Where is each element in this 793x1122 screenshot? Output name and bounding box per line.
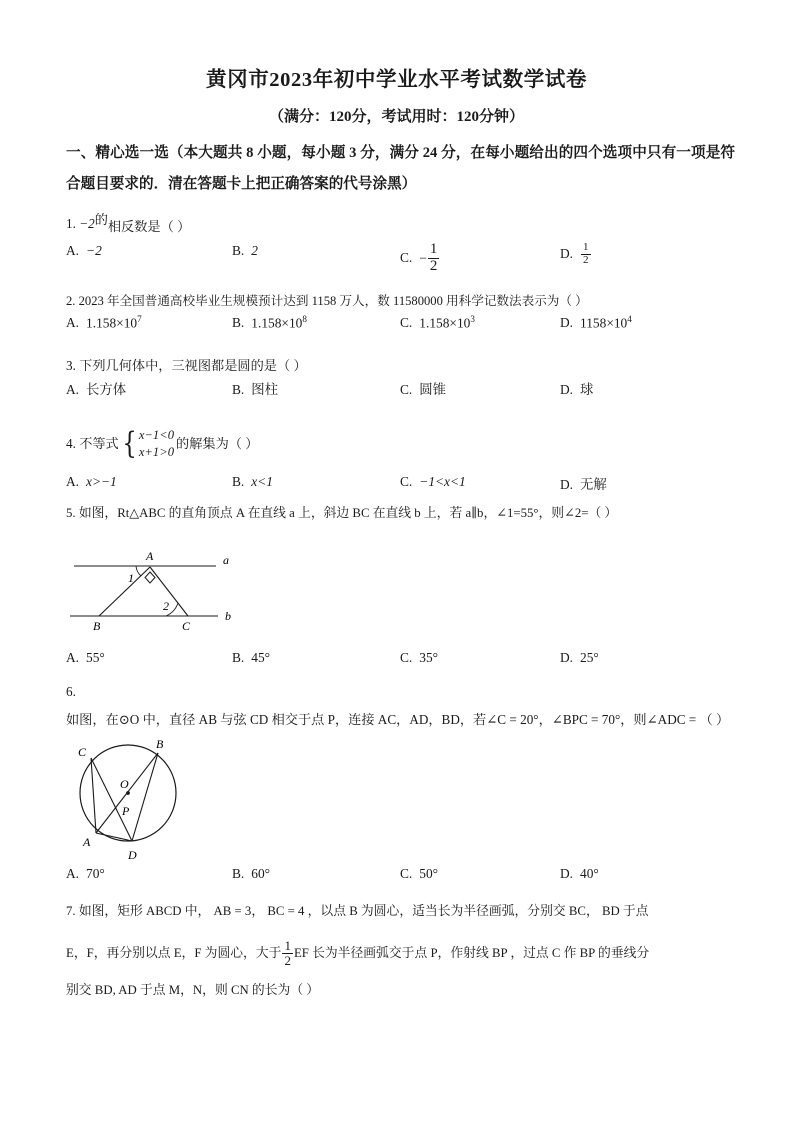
question-5-option-a[interactable]: A. 55° — [66, 650, 105, 665]
question-5-option-b[interactable]: B. 45° — [232, 650, 271, 665]
exam-scoring-note: （满分：120分，考试用时：120分钟） — [268, 109, 524, 125]
fraction-one-half-q7: $\frac{1}{2}$ — [284, 938, 291, 968]
figure-label-line-a: a — [223, 553, 229, 567]
question-7-stem-line-1 — [66, 901, 745, 921]
question-5-figure — [66, 542, 296, 640]
question-3-option-a[interactable]: A. 长方体 — [66, 382, 127, 397]
question-4-option-a[interactable]: A. x>−1 — [66, 474, 117, 489]
figure-label-angle-1: 1 — [128, 571, 134, 585]
section-heading-multiple-choice: 一、精心选一选（本大题共 8 小题，每小题 3 分，满分 24 分，在每小题给出的四个选项中只有一项是符合题目要求的．清在答题卡上把正确答案的代号涂黑） — [66, 145, 735, 192]
question-6-option-d[interactable]: D. 40° — [560, 866, 599, 881]
question-5-number: 5. — [66, 506, 76, 520]
fraction-half-small: $\frac{1}{2}$ — [583, 241, 589, 266]
question-6-figure — [66, 736, 256, 868]
question-3-number: 3. — [66, 358, 76, 373]
question-5-options — [66, 650, 753, 674]
question-7-number: 7. — [66, 904, 76, 918]
question-1-expression: −2 — [79, 216, 95, 231]
question-6-option-c[interactable]: C. 50° — [400, 866, 439, 881]
question-4-option-c[interactable]: C. −1<x<1 — [400, 474, 466, 489]
question-5-text: 如图，Rt△ABC 的直角顶点 A 在直线 a 上，斜边 BC 在直线 b 上，若 a∥b，∠1=55°，则∠2=（ ） — [78, 506, 618, 520]
question-1-options — [66, 241, 753, 274]
figure-label-angle-2: 2 — [163, 599, 169, 613]
question-1-stem-part-a: 的 — [94, 212, 108, 227]
question-6-option-a[interactable]: A. 70° — [66, 866, 105, 881]
figure-label-P: P — [122, 804, 130, 818]
question-7-text-line-2-pre: E，F，再分别以点 E，F 为圆心，大于 — [66, 946, 282, 961]
triangle-parallel-lines-figure — [66, 542, 296, 640]
question-1-number: 1. — [66, 216, 76, 231]
question-4-option-d[interactable]: D. 无解 — [560, 477, 607, 492]
question-1-option-b[interactable]: B. 2 — [232, 243, 258, 258]
question-7-stem-line-3 — [66, 980, 745, 1000]
question-5-option-c[interactable]: C. 35° — [400, 650, 439, 665]
question-3-option-c[interactable]: C. 圆锥 — [400, 382, 447, 397]
question-7-text-line-3: 别交 BD, AD 于点 M，N，则 CN 的长为（ ） — [66, 983, 320, 997]
question-2-option-d[interactable]: D. $1158\times 10^4$ — [560, 314, 632, 331]
question-2-number: 2. — [66, 294, 76, 308]
question-5-option-d[interactable]: D. 25° — [560, 650, 599, 665]
inequality-system: { x−1<0 x+1>0 — [122, 426, 175, 461]
question-2-options — [66, 314, 753, 338]
question-4-text-post: 的解集为（ ） — [176, 436, 259, 452]
question-6-number: 6. — [66, 684, 76, 699]
question-3-options — [66, 379, 753, 403]
question-3-stem — [66, 356, 741, 376]
question-6-stem — [66, 678, 737, 734]
figure-label-line-b: b — [225, 609, 231, 623]
figure-label-A: A — [146, 549, 154, 563]
question-7-text-line-2-post: EF 长为半径画弧交于点 P，作射线 BP ，过点 C 作 BP 的垂线分 — [293, 946, 650, 961]
question-4-text-pre: 不等式 — [79, 436, 119, 452]
question-1-option-d[interactable]: D. $\frac{1}{2}$ — [560, 241, 589, 266]
question-3-option-d[interactable]: D. 球 — [560, 382, 594, 397]
question-1-stem — [66, 211, 741, 236]
circle-chord-figure — [66, 736, 256, 868]
figure-label-C: C — [182, 619, 191, 633]
figure-label-A: A — [83, 835, 91, 849]
question-1-stem-part-b: 相反数是（ ） — [107, 219, 191, 234]
figure-label-C: C — [78, 745, 87, 759]
question-1-option-a[interactable]: A. −2 — [66, 243, 102, 258]
question-7-text-line-1: 如图，矩形 ABCD 中， AB = 3， BC = 4 ，以点 B 为圆心，适当长为半径画弧，分别交 BC， BD 于点 — [78, 904, 649, 918]
question-1-option-c[interactable]: C. − $\frac{1}{2}$ — [400, 241, 438, 274]
question-2-option-b[interactable]: B. $1.158\times 10^8$ — [232, 314, 307, 331]
question-5-stem — [66, 503, 741, 523]
question-2-stem — [66, 291, 741, 311]
question-3-text: 下列几何体中，三视图都是圆的是（ ） — [79, 358, 307, 373]
question-4-option-b[interactable]: B. x<1 — [232, 474, 273, 489]
question-2-option-c[interactable]: C. $1.158\times 10^3$ — [400, 314, 475, 331]
question-2-option-a[interactable]: A. $1.158\times 10^7$ — [66, 314, 142, 331]
question-2-text: 2023 年全国普通高校毕业生规模预计达到 1158 万人，数 11580000 用科学记数法表示为（ ） — [78, 294, 588, 308]
figure-label-O: O — [120, 777, 129, 791]
fraction-half-large: $\frac{1}{2}$ — [429, 241, 438, 274]
page-title: 黄冈市2023年初中学业水平考试数学试卷 — [206, 69, 587, 91]
brace-icon: { — [122, 426, 137, 461]
figure-label-B: B — [93, 619, 101, 633]
question-6-option-b[interactable]: B. 60° — [232, 866, 271, 881]
question-6-options — [66, 866, 753, 890]
question-7-stem-line-2 — [66, 940, 745, 968]
question-3-option-b[interactable]: B. 图柱 — [232, 382, 279, 397]
question-4-options — [66, 474, 753, 498]
question-6-text: 如图，在⊙O 中，直径 AB 与弦 CD 相交于点 P，连接 AC，AD，BD，若∠C = 20°，∠BPC = 70°，则∠ADC = （ ） — [66, 712, 730, 727]
question-4-number: 4. — [66, 436, 76, 452]
figure-label-B: B — [156, 737, 164, 751]
figure-label-D: D — [128, 848, 137, 862]
question-4-stem — [66, 428, 741, 462]
